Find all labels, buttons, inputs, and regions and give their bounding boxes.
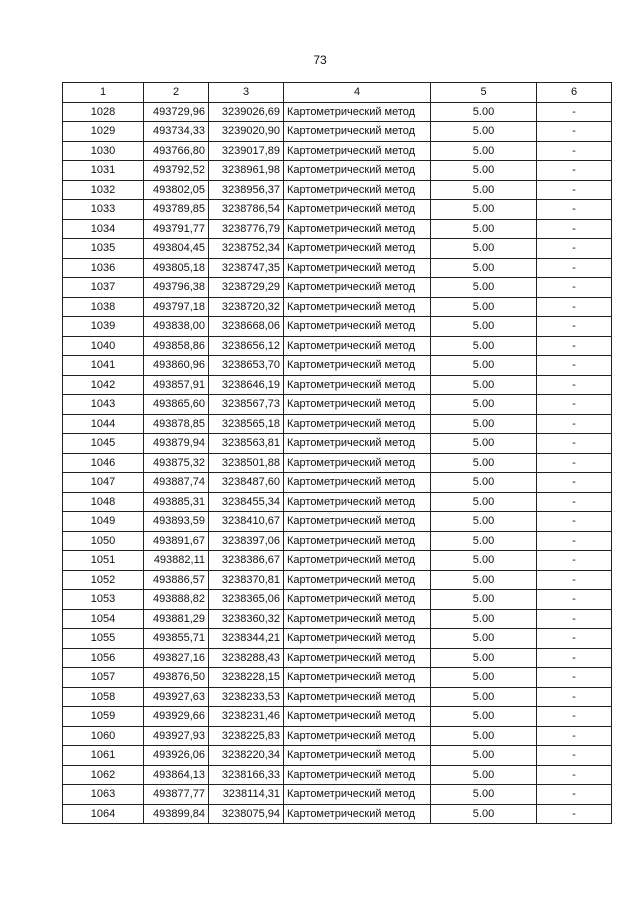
method-cell: Картометрический метод xyxy=(284,551,431,571)
note-cell: - xyxy=(537,726,612,746)
table-row xyxy=(63,239,612,259)
accuracy-cell: 5.00 xyxy=(431,551,537,571)
point-number-cell: 1050 xyxy=(63,531,144,551)
point-number-cell: 1058 xyxy=(63,687,144,707)
point-number-cell: 1038 xyxy=(63,297,144,317)
x-coordinate-cell: 493878,85 xyxy=(144,414,209,434)
y-coordinate-cell: 3238487,60 xyxy=(209,473,284,493)
point-number-cell: 1041 xyxy=(63,356,144,376)
x-coordinate-cell: 493734,33 xyxy=(144,122,209,142)
table-body xyxy=(63,102,612,824)
x-coordinate-cell: 493881,29 xyxy=(144,609,209,629)
method-cell: Картометрический метод xyxy=(284,648,431,668)
x-coordinate-cell: 493857,91 xyxy=(144,375,209,395)
note-cell: - xyxy=(537,804,612,824)
note-cell: - xyxy=(537,707,612,727)
method-cell: Картометрический метод xyxy=(284,317,431,337)
point-number-cell: 1052 xyxy=(63,570,144,590)
table-row xyxy=(63,434,612,454)
point-number-cell: 1046 xyxy=(63,453,144,473)
accuracy-cell: 5.00 xyxy=(431,512,537,532)
accuracy-cell: 5.00 xyxy=(431,180,537,200)
accuracy-cell: 5.00 xyxy=(431,746,537,766)
y-coordinate-cell: 3238720,32 xyxy=(209,297,284,317)
table-row xyxy=(63,531,612,551)
point-number-cell: 1034 xyxy=(63,219,144,239)
x-coordinate-cell: 493792,52 xyxy=(144,161,209,181)
table-row xyxy=(63,278,612,298)
accuracy-cell: 5.00 xyxy=(431,590,537,610)
table-row xyxy=(63,648,612,668)
y-coordinate-cell: 3238365,06 xyxy=(209,590,284,610)
method-cell: Картометрический метод xyxy=(284,629,431,649)
table-row xyxy=(63,785,612,805)
point-number-cell: 1029 xyxy=(63,122,144,142)
x-coordinate-cell: 493877,77 xyxy=(144,785,209,805)
x-coordinate-cell: 493858,86 xyxy=(144,336,209,356)
note-cell: - xyxy=(537,648,612,668)
y-coordinate-cell: 3238956,37 xyxy=(209,180,284,200)
column-header-5: 5 xyxy=(431,83,537,103)
note-cell: - xyxy=(537,297,612,317)
note-cell: - xyxy=(537,609,612,629)
y-coordinate-cell: 3238114,31 xyxy=(209,785,284,805)
table-row xyxy=(63,336,612,356)
accuracy-cell: 5.00 xyxy=(431,278,537,298)
note-cell: - xyxy=(537,531,612,551)
table-row xyxy=(63,356,612,376)
table-row xyxy=(63,551,612,571)
y-coordinate-cell: 3238386,67 xyxy=(209,551,284,571)
point-number-cell: 1054 xyxy=(63,609,144,629)
y-coordinate-cell: 3238288,43 xyxy=(209,648,284,668)
table-row xyxy=(63,180,612,200)
point-number-cell: 1032 xyxy=(63,180,144,200)
table-row xyxy=(63,375,612,395)
point-number-cell: 1060 xyxy=(63,726,144,746)
note-cell: - xyxy=(537,219,612,239)
point-number-cell: 1063 xyxy=(63,785,144,805)
x-coordinate-cell: 493929,66 xyxy=(144,707,209,727)
table-row xyxy=(63,629,612,649)
point-number-cell: 1042 xyxy=(63,375,144,395)
table-row xyxy=(63,668,612,688)
accuracy-cell: 5.00 xyxy=(431,492,537,512)
accuracy-cell: 5.00 xyxy=(431,687,537,707)
x-coordinate-cell: 493865,60 xyxy=(144,395,209,415)
method-cell: Картометрический метод xyxy=(284,297,431,317)
table-row xyxy=(63,219,612,239)
note-cell: - xyxy=(537,200,612,220)
accuracy-cell: 5.00 xyxy=(431,726,537,746)
accuracy-cell: 5.00 xyxy=(431,707,537,727)
column-header-1: 1 xyxy=(63,83,144,103)
point-number-cell: 1047 xyxy=(63,473,144,493)
y-coordinate-cell: 3238360,32 xyxy=(209,609,284,629)
y-coordinate-cell: 3238231,46 xyxy=(209,707,284,727)
y-coordinate-cell: 3238752,34 xyxy=(209,239,284,259)
point-number-cell: 1055 xyxy=(63,629,144,649)
note-cell: - xyxy=(537,746,612,766)
y-coordinate-cell: 3238567,73 xyxy=(209,395,284,415)
point-number-cell: 1036 xyxy=(63,258,144,278)
y-coordinate-cell: 3238075,94 xyxy=(209,804,284,824)
table-row xyxy=(63,473,612,493)
table-row xyxy=(63,297,612,317)
accuracy-cell: 5.00 xyxy=(431,297,537,317)
accuracy-cell: 5.00 xyxy=(431,122,537,142)
y-coordinate-cell: 3238228,15 xyxy=(209,668,284,688)
point-number-cell: 1040 xyxy=(63,336,144,356)
accuracy-cell: 5.00 xyxy=(431,414,537,434)
x-coordinate-cell: 493893,59 xyxy=(144,512,209,532)
y-coordinate-cell: 3238410,67 xyxy=(209,512,284,532)
table-row xyxy=(63,687,612,707)
point-number-cell: 1039 xyxy=(63,317,144,337)
x-coordinate-cell: 493887,74 xyxy=(144,473,209,493)
table-row xyxy=(63,161,612,181)
method-cell: Картометрический метод xyxy=(284,453,431,473)
method-cell: Картометрический метод xyxy=(284,668,431,688)
method-cell: Картометрический метод xyxy=(284,102,431,122)
accuracy-cell: 5.00 xyxy=(431,648,537,668)
x-coordinate-cell: 493899,84 xyxy=(144,804,209,824)
x-coordinate-cell: 493802,05 xyxy=(144,180,209,200)
method-cell: Картометрический метод xyxy=(284,570,431,590)
note-cell: - xyxy=(537,375,612,395)
y-coordinate-cell: 3238220,34 xyxy=(209,746,284,766)
method-cell: Картометрический метод xyxy=(284,161,431,181)
x-coordinate-cell: 493797,18 xyxy=(144,297,209,317)
y-coordinate-cell: 3238646,19 xyxy=(209,375,284,395)
page-number: 73 xyxy=(313,53,327,67)
method-cell: Картометрический метод xyxy=(284,375,431,395)
method-cell: Картометрический метод xyxy=(284,492,431,512)
method-cell: Картометрический метод xyxy=(284,785,431,805)
method-cell: Картометрический метод xyxy=(284,590,431,610)
x-coordinate-cell: 493791,77 xyxy=(144,219,209,239)
accuracy-cell: 5.00 xyxy=(431,161,537,181)
point-number-cell: 1033 xyxy=(63,200,144,220)
y-coordinate-cell: 3238776,79 xyxy=(209,219,284,239)
accuracy-cell: 5.00 xyxy=(431,453,537,473)
note-cell: - xyxy=(537,590,612,610)
accuracy-cell: 5.00 xyxy=(431,239,537,259)
method-cell: Картометрический метод xyxy=(284,765,431,785)
column-header-3: 3 xyxy=(209,83,284,103)
note-cell: - xyxy=(537,434,612,454)
table-row xyxy=(63,570,612,590)
table-row xyxy=(63,200,612,220)
method-cell: Картометрический метод xyxy=(284,746,431,766)
point-number-cell: 1049 xyxy=(63,512,144,532)
y-coordinate-cell: 3239020,90 xyxy=(209,122,284,142)
method-cell: Картометрический метод xyxy=(284,278,431,298)
x-coordinate-cell: 493838,00 xyxy=(144,317,209,337)
column-header-4: 4 xyxy=(284,83,431,103)
x-coordinate-cell: 493891,67 xyxy=(144,531,209,551)
point-number-cell: 1048 xyxy=(63,492,144,512)
note-cell: - xyxy=(537,785,612,805)
point-number-cell: 1037 xyxy=(63,278,144,298)
note-cell: - xyxy=(537,687,612,707)
point-number-cell: 1030 xyxy=(63,141,144,161)
y-coordinate-cell: 3238225,83 xyxy=(209,726,284,746)
x-coordinate-cell: 493766,80 xyxy=(144,141,209,161)
point-number-cell: 1043 xyxy=(63,395,144,415)
note-cell: - xyxy=(537,317,612,337)
accuracy-cell: 5.00 xyxy=(431,473,537,493)
method-cell: Картометрический метод xyxy=(284,395,431,415)
method-cell: Картометрический метод xyxy=(284,804,431,824)
method-cell: Картометрический метод xyxy=(284,473,431,493)
x-coordinate-cell: 493886,57 xyxy=(144,570,209,590)
y-coordinate-cell: 3238747,35 xyxy=(209,258,284,278)
x-coordinate-cell: 493879,94 xyxy=(144,434,209,454)
table-row xyxy=(63,141,612,161)
method-cell: Картометрический метод xyxy=(284,258,431,278)
table-row xyxy=(63,258,612,278)
y-coordinate-cell: 3238656,12 xyxy=(209,336,284,356)
accuracy-cell: 5.00 xyxy=(431,668,537,688)
accuracy-cell: 5.00 xyxy=(431,317,537,337)
table-row xyxy=(63,726,612,746)
x-coordinate-cell: 493805,18 xyxy=(144,258,209,278)
y-coordinate-cell: 3238565,18 xyxy=(209,414,284,434)
note-cell: - xyxy=(537,102,612,122)
table-row xyxy=(63,492,612,512)
point-number-cell: 1035 xyxy=(63,239,144,259)
x-coordinate-cell: 493882,11 xyxy=(144,551,209,571)
accuracy-cell: 5.00 xyxy=(431,102,537,122)
note-cell: - xyxy=(537,336,612,356)
note-cell: - xyxy=(537,453,612,473)
note-cell: - xyxy=(537,258,612,278)
note-cell: - xyxy=(537,414,612,434)
method-cell: Картометрический метод xyxy=(284,531,431,551)
x-coordinate-cell: 493876,50 xyxy=(144,668,209,688)
accuracy-cell: 5.00 xyxy=(431,375,537,395)
x-coordinate-cell: 493827,16 xyxy=(144,648,209,668)
table-header-row xyxy=(63,83,612,103)
method-cell: Картометрический метод xyxy=(284,141,431,161)
y-coordinate-cell: 3239017,89 xyxy=(209,141,284,161)
method-cell: Картометрический метод xyxy=(284,434,431,454)
x-coordinate-cell: 493875,32 xyxy=(144,453,209,473)
table-row xyxy=(63,102,612,122)
x-coordinate-cell: 493855,71 xyxy=(144,629,209,649)
table-row xyxy=(63,122,612,142)
y-coordinate-cell: 3239026,69 xyxy=(209,102,284,122)
method-cell: Картометрический метод xyxy=(284,200,431,220)
y-coordinate-cell: 3238668,06 xyxy=(209,317,284,337)
method-cell: Картометрический метод xyxy=(284,219,431,239)
method-cell: Картометрический метод xyxy=(284,707,431,727)
x-coordinate-cell: 493926,06 xyxy=(144,746,209,766)
method-cell: Картометрический метод xyxy=(284,687,431,707)
table-row xyxy=(63,609,612,629)
y-coordinate-cell: 3238563,81 xyxy=(209,434,284,454)
note-cell: - xyxy=(537,239,612,259)
method-cell: Картометрический метод xyxy=(284,414,431,434)
y-coordinate-cell: 3238344,21 xyxy=(209,629,284,649)
accuracy-cell: 5.00 xyxy=(431,200,537,220)
y-coordinate-cell: 3238455,34 xyxy=(209,492,284,512)
accuracy-cell: 5.00 xyxy=(431,609,537,629)
point-number-cell: 1031 xyxy=(63,161,144,181)
table-row xyxy=(63,590,612,610)
x-coordinate-cell: 493729,96 xyxy=(144,102,209,122)
point-number-cell: 1057 xyxy=(63,668,144,688)
x-coordinate-cell: 493860,96 xyxy=(144,356,209,376)
y-coordinate-cell: 3238166,33 xyxy=(209,765,284,785)
method-cell: Картометрический метод xyxy=(284,356,431,376)
note-cell: - xyxy=(537,765,612,785)
x-coordinate-cell: 493927,93 xyxy=(144,726,209,746)
method-cell: Картометрический метод xyxy=(284,512,431,532)
table-row xyxy=(63,512,612,532)
x-coordinate-cell: 493796,38 xyxy=(144,278,209,298)
y-coordinate-cell: 3238501,88 xyxy=(209,453,284,473)
point-number-cell: 1044 xyxy=(63,414,144,434)
note-cell: - xyxy=(537,122,612,142)
method-cell: Картометрический метод xyxy=(284,336,431,356)
table-row xyxy=(63,765,612,785)
table-row xyxy=(63,414,612,434)
accuracy-cell: 5.00 xyxy=(431,258,537,278)
table-row xyxy=(63,395,612,415)
y-coordinate-cell: 3238653,70 xyxy=(209,356,284,376)
accuracy-cell: 5.00 xyxy=(431,395,537,415)
x-coordinate-cell: 493804,45 xyxy=(144,239,209,259)
point-number-cell: 1059 xyxy=(63,707,144,727)
note-cell: - xyxy=(537,570,612,590)
method-cell: Картометрический метод xyxy=(284,609,431,629)
table-row xyxy=(63,707,612,727)
note-cell: - xyxy=(537,395,612,415)
note-cell: - xyxy=(537,551,612,571)
method-cell: Картометрический метод xyxy=(284,726,431,746)
note-cell: - xyxy=(537,278,612,298)
point-number-cell: 1056 xyxy=(63,648,144,668)
note-cell: - xyxy=(537,180,612,200)
accuracy-cell: 5.00 xyxy=(431,356,537,376)
y-coordinate-cell: 3238786,54 xyxy=(209,200,284,220)
y-coordinate-cell: 3238961,98 xyxy=(209,161,284,181)
table-row xyxy=(63,804,612,824)
point-number-cell: 1062 xyxy=(63,765,144,785)
point-number-cell: 1053 xyxy=(63,590,144,610)
method-cell: Картометрический метод xyxy=(284,180,431,200)
y-coordinate-cell: 3238729,29 xyxy=(209,278,284,298)
column-header-6: 6 xyxy=(537,83,612,103)
point-number-cell: 1045 xyxy=(63,434,144,454)
accuracy-cell: 5.00 xyxy=(431,336,537,356)
point-number-cell: 1064 xyxy=(63,804,144,824)
x-coordinate-cell: 493885,31 xyxy=(144,492,209,512)
point-number-cell: 1061 xyxy=(63,746,144,766)
accuracy-cell: 5.00 xyxy=(431,629,537,649)
note-cell: - xyxy=(537,161,612,181)
method-cell: Картометрический метод xyxy=(284,122,431,142)
x-coordinate-cell: 493864,13 xyxy=(144,765,209,785)
accuracy-cell: 5.00 xyxy=(431,570,537,590)
accuracy-cell: 5.00 xyxy=(431,804,537,824)
note-cell: - xyxy=(537,629,612,649)
y-coordinate-cell: 3238397,06 xyxy=(209,531,284,551)
x-coordinate-cell: 493927,63 xyxy=(144,687,209,707)
x-coordinate-cell: 493888,82 xyxy=(144,590,209,610)
table-row xyxy=(63,453,612,473)
accuracy-cell: 5.00 xyxy=(431,765,537,785)
method-cell: Картометрический метод xyxy=(284,239,431,259)
accuracy-cell: 5.00 xyxy=(431,434,537,454)
accuracy-cell: 5.00 xyxy=(431,219,537,239)
coordinates-table xyxy=(62,82,612,824)
accuracy-cell: 5.00 xyxy=(431,531,537,551)
accuracy-cell: 5.00 xyxy=(431,785,537,805)
table-row xyxy=(63,746,612,766)
note-cell: - xyxy=(537,492,612,512)
note-cell: - xyxy=(537,356,612,376)
note-cell: - xyxy=(537,141,612,161)
note-cell: - xyxy=(537,512,612,532)
accuracy-cell: 5.00 xyxy=(431,141,537,161)
column-header-2: 2 xyxy=(144,83,209,103)
y-coordinate-cell: 3238233,53 xyxy=(209,687,284,707)
y-coordinate-cell: 3238370,81 xyxy=(209,570,284,590)
point-number-cell: 1028 xyxy=(63,102,144,122)
table-row xyxy=(63,317,612,337)
point-number-cell: 1051 xyxy=(63,551,144,571)
note-cell: - xyxy=(537,473,612,493)
note-cell: - xyxy=(537,668,612,688)
x-coordinate-cell: 493789,85 xyxy=(144,200,209,220)
